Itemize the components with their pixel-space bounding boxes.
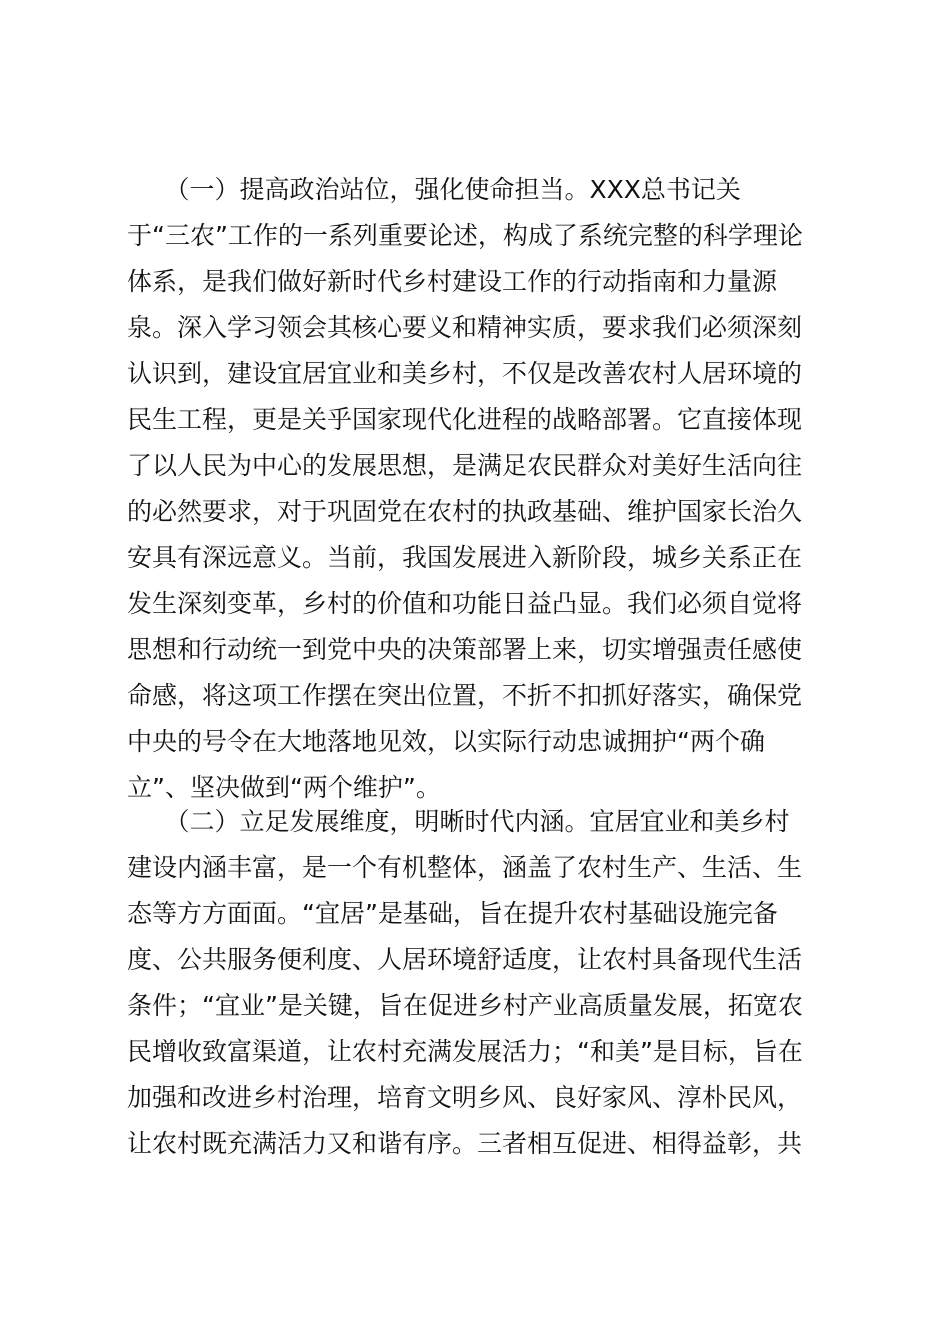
paragraph-line: 加强和改进乡村治理，培育文明乡风、良好家风、淳朴民风， xyxy=(127,1083,803,1112)
paragraph-line: 了以人民为中心的发展思想，是满足农民群众对美好生活向往 xyxy=(127,451,803,480)
paragraph-line: （二）立足发展维度，明晰时代内涵。宜居宜业和美乡村 xyxy=(127,807,790,836)
paragraph-line: 民增收致富渠道，让农村充满发展活力；“和美”是目标，旨在 xyxy=(127,1037,803,1066)
paragraph-line: 发生深刻变革，乡村的价值和功能日益凸显。我们必须自觉将 xyxy=(127,589,803,618)
paragraph-line: 中央的号令在大地落地见效，以实际行动忠诚拥护“两个确 xyxy=(127,727,765,756)
paragraph-line: 让农村既充满活力又和谐有序。三者相互促进、相得益彰，共 xyxy=(127,1129,803,1158)
paragraph-line: 体系，是我们做好新时代乡村建设工作的行动指南和力量源 xyxy=(127,267,778,296)
paragraph-line: 条件；“宜业”是关键，旨在促进乡村产业高质量发展，拓宽农 xyxy=(127,991,803,1020)
paragraph-line: 的必然要求，对于巩固党在农村的执政基础、维护国家长治久 xyxy=(127,497,803,526)
paragraph-2 xyxy=(127,799,827,1167)
paragraph-line: 认识到，建设宜居宜业和美乡村，不仅是改善农村人居环境的 xyxy=(127,359,803,388)
paragraph-line: 度、公共服务便利度、人居环境舒适度，让农村具备现代生活 xyxy=(127,945,803,974)
paragraph-line: 建设内涵丰富，是一个有机整体，涵盖了农村生产、生活、生 xyxy=(127,853,803,882)
paragraph-line: 民生工程，更是关乎国家现代化进程的战略部署。它直接体现 xyxy=(127,405,803,434)
paragraph-line: 态等方方面面。“宜居”是基础，旨在提升农村基础设施完备 xyxy=(127,899,778,928)
paragraph-line: 立”、坚决做到“两个维护”。 xyxy=(127,773,441,802)
paragraph-line: 泉。深入学习领会其核心要义和精神实质，要求我们必须深刻 xyxy=(127,313,803,342)
paragraph-line: 安具有深远意义。当前，我国发展进入新阶段，城乡关系正在 xyxy=(127,543,803,572)
paragraph-line: 命感，将这项工作摆在突出位置，不折不扣抓好落实，确保党 xyxy=(127,681,803,710)
paragraph-line: 思想和行动统一到党中央的决策部署上来，切实增强责任感使 xyxy=(127,635,803,664)
paragraph-1 xyxy=(127,167,827,811)
paragraph-line: （一）提高政治站位，强化使命担当。XXX总书记关 xyxy=(127,175,741,204)
paragraph-line: 于“三农”工作的一系列重要论述，构成了系统完整的科学理论 xyxy=(127,221,803,250)
